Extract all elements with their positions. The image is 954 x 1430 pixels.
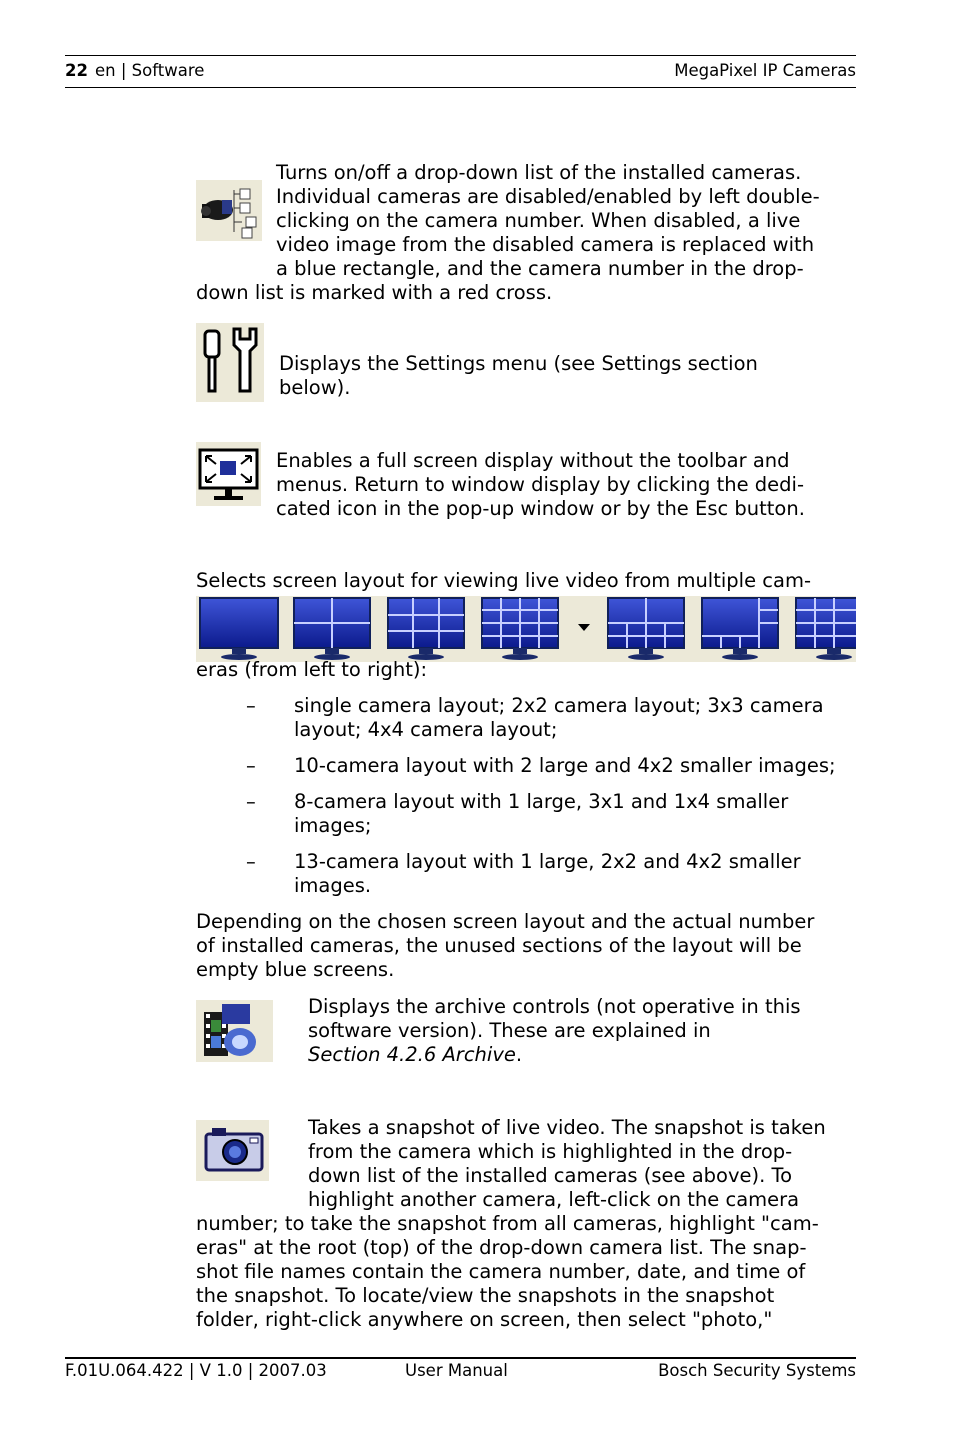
snapshot-text-line-5: number; to take the snapshot from all cameras, highlight "cam-: [196, 1212, 819, 1235]
bullet-3-line-2: images;: [294, 814, 372, 837]
layout-8cam-icon: [702, 598, 778, 660]
layout-4x4-icon: [482, 598, 558, 660]
fullscreen-monitor-icon: [196, 442, 261, 506]
cameras-text-line-2: Individual cameras are disabled/enabled by left double-: [276, 185, 820, 208]
footer-company: Bosch Security Systems: [658, 1361, 856, 1380]
archive-ref-link[interactable]: Section 4.2.6 Archive: [308, 1043, 516, 1066]
layout-10cam-icon: [608, 598, 684, 660]
settings-tools-icon: [196, 323, 264, 402]
archive-film-icon: [196, 1000, 273, 1062]
header-top-rule: [65, 55, 856, 56]
cameras-text-line-4: video image from the disabled camera is replaced with: [276, 233, 815, 256]
snapshot-text-line-7: shot file names contain the camera number, date, and time of: [196, 1260, 806, 1283]
snapshot-text-line-4: highlight another camera, left-click on the camera: [308, 1188, 800, 1211]
snapshot-text-line-1: Takes a snapshot of live video. The snapshot is taken: [308, 1116, 826, 1139]
archive-text-line-1: Displays the archive controls (not operative in this: [308, 995, 801, 1018]
camera-tree-icon: [196, 180, 262, 241]
bullet-1-line-1: single camera layout; 2x2 camera layout; 3x3 camera: [294, 694, 824, 717]
layout-3x3-icon: [388, 598, 464, 660]
layouts-outro-line-3: empty blue screens.: [196, 958, 395, 981]
cameras-text-line-1: Turns on/off a drop-down list of the installed cameras.: [276, 161, 802, 184]
cameras-text-line-6: down list is marked with a red cross.: [196, 281, 553, 304]
layouts-intro-line-2: eras (from left to right):: [196, 658, 428, 681]
snapshot-text-line-9: folder, right-click anywhere on screen, then select "photo,": [196, 1308, 773, 1331]
bullet-dash-2: –: [246, 754, 256, 777]
fullscreen-text-line-3: cated icon in the pop-up window or by the Esc button.: [276, 497, 805, 520]
layout-single-icon: [200, 598, 278, 660]
page-number: 22: [65, 61, 88, 80]
bullet-4-line-2: images.: [294, 874, 372, 897]
snapshot-text-line-8: the snapshot. To locate/view the snapshots in the snapshot: [196, 1284, 775, 1307]
bullet-dash-3: –: [246, 790, 256, 813]
layouts-intro-line-1: Selects screen layout for viewing live video from multiple cam-: [196, 569, 811, 592]
snapshot-text-line-6: eras" at the root (top) of the drop-down camera list. The snap-: [196, 1236, 807, 1259]
footer-doc-id: F.01U.064.422 | V 1.0 | 2007.03: [65, 1361, 327, 1380]
settings-text-line-2: below).: [279, 376, 351, 399]
archive-text-line-2: software version). These are explained in: [308, 1019, 711, 1042]
settings-text-line-1: Displays the Settings menu (see Settings section: [279, 352, 758, 375]
archive-ref-end: .: [515, 1043, 523, 1066]
bullet-3-line-1: 8-camera layout with 1 large, 3x1 and 1x4 smaller: [294, 790, 789, 813]
footer-rule: [65, 1357, 856, 1359]
layouts-outro-line-2: of installed cameras, the unused sections of the layout will be: [196, 934, 802, 957]
snapshot-text-line-3: down list of the installed cameras (see above). To: [308, 1164, 793, 1187]
header-doc-title: MegaPixel IP Cameras: [674, 61, 856, 80]
header-section: en | Software: [95, 61, 205, 80]
footer-manual: User Manual: [405, 1361, 508, 1380]
layout-monitors-toolbar: [196, 596, 856, 662]
layout-13cam-icon: [796, 598, 856, 660]
snapshot-text-line-2: from the camera which is highlighted in the drop-: [308, 1140, 793, 1163]
layout-2x2-icon: [294, 598, 370, 660]
snapshot-camera-icon: [196, 1120, 269, 1181]
bullet-2-line-1: 10-camera layout with 2 large and 4x2 smaller images;: [294, 754, 836, 777]
bullet-1-line-2: layout; 4x4 camera layout;: [294, 718, 558, 741]
bullet-dash-4: –: [246, 850, 256, 873]
header-bottom-rule: [65, 87, 856, 88]
cameras-text-line-5: a blue rectangle, and the camera number in the drop-: [276, 257, 804, 280]
layout-dropdown-arrow: [578, 624, 590, 631]
layouts-outro-line-1: Depending on the chosen screen layout and the actual number: [196, 910, 815, 933]
fullscreen-text-line-2: menus. Return to window display by clicking the dedi-: [276, 473, 805, 496]
fullscreen-text-line-1: Enables a full screen display without the toolbar and: [276, 449, 790, 472]
archive-section-ref: [308, 1043, 522, 1067]
bullet-dash-1: –: [246, 694, 256, 717]
bullet-4-line-1: 13-camera layout with 1 large, 2x2 and 4x2 smaller: [294, 850, 801, 873]
cameras-text-line-3: clicking on the camera number. When disabled, a live: [276, 209, 801, 232]
